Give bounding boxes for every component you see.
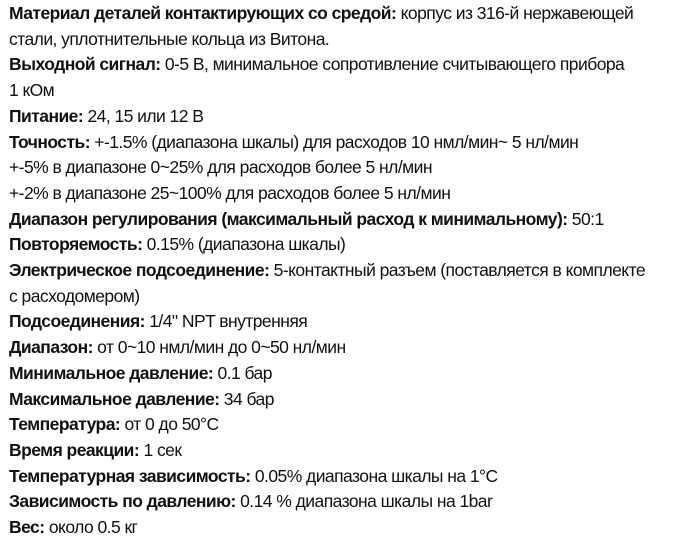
spec-value: +-5% в диапазоне 0~25% для расходов более 5 нл/мин <box>9 157 432 178</box>
spec-label: Зависимость по давлению: <box>9 491 236 512</box>
spec-item-pressure-coefficient <box>9 489 673 515</box>
spec-value: 5-контактный разъем (поставляется в комплекте <box>269 260 646 281</box>
spec-value: стали, уплотнительные кольца из Витона. <box>9 28 330 49</box>
spec-value: 0.1 бар <box>213 362 272 383</box>
spec-label: Точность: <box>9 131 90 152</box>
spec-value: 1 сек <box>139 439 182 460</box>
spec-line <box>9 27 673 53</box>
spec-value: +-1.5% (диапазона шкалы) для расходов 10 нмл/мин~ 5 нл/мин <box>89 131 579 152</box>
spec-line <box>9 464 673 490</box>
spec-line <box>9 284 673 310</box>
spec-value: корпус из 316-й нержавеющей <box>396 3 634 23</box>
spec-line <box>9 1 673 27</box>
spec-item-power <box>9 104 673 130</box>
spec-value: около 0.5 кг <box>44 517 138 538</box>
spec-line <box>9 155 673 181</box>
spec-line <box>9 181 673 207</box>
spec-value: от 0~10 нмл/мин до 0~50 нл/мин <box>92 337 346 358</box>
spec-item-response-time <box>9 438 673 464</box>
spec-label: Диапазон: <box>9 337 93 358</box>
spec-label: Время реакции: <box>9 439 140 460</box>
spec-line <box>9 335 673 361</box>
spec-value: 0.05% диапазона шкалы на 1°C <box>250 465 498 486</box>
spec-line <box>9 52 673 78</box>
spec-item-fittings <box>9 309 673 335</box>
spec-label: Температурная зависимость: <box>9 465 251 486</box>
spec-item-turndown <box>9 207 673 233</box>
spec-label: Материал деталей контактирующих со средой: <box>9 3 397 23</box>
spec-item-weight <box>9 515 673 541</box>
spec-line <box>9 438 673 464</box>
spec-line <box>9 207 673 233</box>
spec-value: с расходомером) <box>9 285 140 306</box>
spec-line <box>9 232 673 258</box>
spec-value: 0.15% (диапазона шкалы) <box>142 234 346 255</box>
spec-item-min-pressure <box>9 361 673 387</box>
spec-label: Выходной сигнал: <box>9 54 161 75</box>
spec-label: Повторяемость: <box>9 234 143 255</box>
spec-label: Минимальное давление: <box>9 362 214 383</box>
spec-value: 24, 15 или 12 В <box>83 105 204 126</box>
spec-label: Максимальное давление: <box>9 388 220 409</box>
spec-value: 0-5 В, минимальное сопротивление считывающего прибора <box>160 54 625 75</box>
spec-item-temperature-coefficient <box>9 464 673 490</box>
spec-line <box>9 361 673 387</box>
spec-item-range <box>9 335 673 361</box>
spec-line <box>9 309 673 335</box>
spec-line <box>9 489 673 515</box>
spec-value: 34 бар <box>219 388 274 409</box>
spec-item-material <box>9 1 673 52</box>
spec-label: Вес: <box>9 517 45 538</box>
spec-line <box>9 78 673 104</box>
spec-item-temperature <box>9 412 673 438</box>
spec-document <box>9 1 673 541</box>
spec-label: Диапазон регулирования (максимальный расход к минимальному): <box>9 208 568 229</box>
spec-line <box>9 515 673 541</box>
spec-line <box>9 104 673 130</box>
spec-item-electrical-connection <box>9 258 673 309</box>
spec-label: Питание: <box>9 105 84 126</box>
spec-value: 1 кОм <box>9 80 55 101</box>
spec-line <box>9 130 673 156</box>
spec-item-output-signal <box>9 52 673 103</box>
spec-value: 1/4" NPT внутренняя <box>144 311 308 332</box>
spec-value: +-2% в диапазоне 25~100% для расходов более 5 нл/мин <box>9 182 451 203</box>
spec-item-max-pressure <box>9 387 673 413</box>
spec-value: 50:1 <box>567 208 604 229</box>
spec-item-repeatability <box>9 232 673 258</box>
spec-label: Подсоединения: <box>9 311 145 332</box>
spec-item-accuracy <box>9 130 673 207</box>
spec-line <box>9 387 673 413</box>
spec-value: от 0 до 50°C <box>120 414 219 435</box>
spec-value: 0.14 % диапазона шкалы на 1bar <box>235 491 493 512</box>
spec-label: Электрическое подсоединение: <box>9 260 270 281</box>
spec-line <box>9 412 673 438</box>
spec-line <box>9 258 673 284</box>
spec-label: Температура: <box>9 414 121 435</box>
